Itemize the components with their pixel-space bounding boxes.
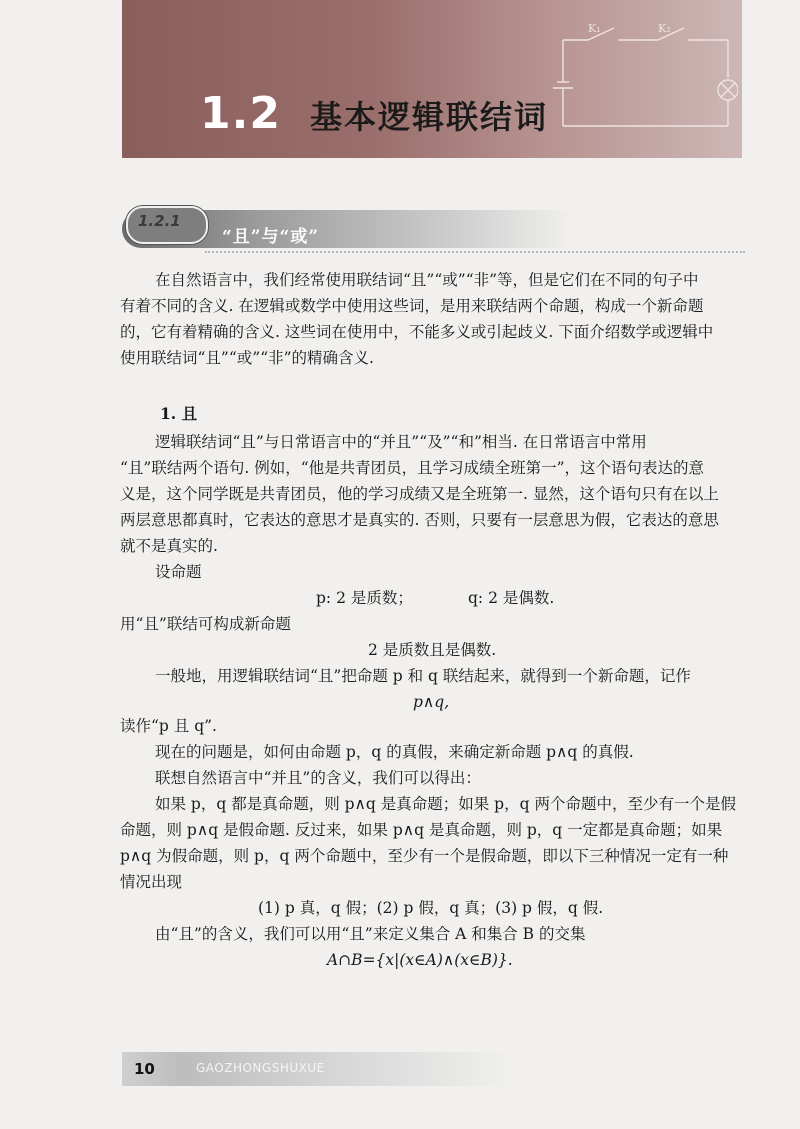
item1-line-5: 就不是真实的.	[120, 537, 218, 555]
truth-line-2: 命题，则 p∧q 是假命题. 反过来，如果 p∧q 是真命题，则 p，q 一定都是真命题；如果	[120, 821, 723, 839]
intro-line-3: 的，它有着精确的含义. 这些词在使用中，不能多义或引起歧义. 下面介绍数学或逻辑中	[120, 323, 714, 341]
use-and-line: 用“且”联结可构成新命题	[120, 615, 291, 633]
read-as-line: 读作“p 且 q”.	[120, 717, 217, 735]
new-proposition: 2 是质数且是偶数.	[368, 641, 497, 659]
page-number: 10	[134, 1060, 155, 1078]
section-number: 1.2	[200, 88, 281, 139]
intro-line-4: 使用联结词“且”“或”“非”的精确含义.	[120, 349, 374, 367]
dotted-divider	[205, 251, 745, 253]
truth-line-4: 情况出现	[120, 873, 183, 891]
question-line: 现在的问题是，如何由命题 p，q 的真假，来确定新命题 p∧q 的真假.	[155, 743, 634, 761]
item1-line-4: 两层意思都真时，它表达的意思才是真实的. 否则，只要有一层意思为假，它表达的意思	[120, 511, 719, 529]
item1-line-1: 逻辑联结词“且”与日常语言中的“并且”“及”“和”相当. 在日常语言中常用	[155, 433, 647, 451]
cases-line: (1) p 真，q 假；(2) p 假，q 真；(3) p 假，q 假.	[258, 899, 604, 917]
footer-running-text: GAOZHONGSHUXUE	[196, 1061, 325, 1075]
subsection-number: 1.2.1	[138, 212, 181, 230]
item1-line-3: 义是，这个同学既是共青团员，他的学习成绩又是全班第一. 显然，这个语句只有在以上	[120, 485, 719, 503]
set-intersection-formula: A∩B={x|(x∈A)∧(x∈B)}.	[327, 951, 513, 969]
section-title: 基本逻辑联结词	[310, 98, 549, 136]
let-proposition: 设命题	[155, 563, 202, 581]
subsection-title: “且”与“或”	[222, 227, 320, 247]
item-heading-and: 1. 且	[160, 404, 198, 423]
general-line: 一般地，用逻辑联结词“且”把命题 p 和 q 联结起来，就得到一个新命题，记作	[155, 667, 691, 685]
intro-line-1: 在自然语言中，我们经常使用联结词“且”“或”“非”等，但是它们在不同的句子中	[155, 271, 699, 289]
item1-line-2: “且”联结两个语句. 例如，“他是共青团员，且学习成绩全班第一”，这个语句表达的意	[120, 459, 705, 477]
truth-line-1: 如果 p，q 都是真命题，则 p∧q 是真命题；如果 p，q 两个命题中，至少有一个是假	[155, 795, 736, 813]
truth-line-3: p∧q 为假命题，则 p，q 两个命题中，至少有一个是假命题，即以下三种情况一定有一种	[120, 847, 729, 865]
set-definition-line: 由“且”的含义，我们可以用“且”来定义集合 A 和集合 B 的交集	[155, 925, 586, 943]
circuit-diagram-icon	[548, 18, 738, 138]
formula-p-and-q: p∧q,	[413, 693, 450, 711]
switch-label-k2: K₂	[658, 22, 671, 35]
proposition-q: q: 2 是偶数.	[468, 589, 555, 607]
proposition-p: p: 2 是质数；	[316, 589, 413, 607]
switch-label-k1: K₁	[588, 22, 601, 35]
recall-line: 联想自然语言中“并且”的含义，我们可以得出：	[155, 769, 481, 787]
intro-line-2: 有着不同的含义. 在逻辑或数学中使用这些词，是用来联结两个命题，构成一个新命题	[120, 297, 704, 315]
